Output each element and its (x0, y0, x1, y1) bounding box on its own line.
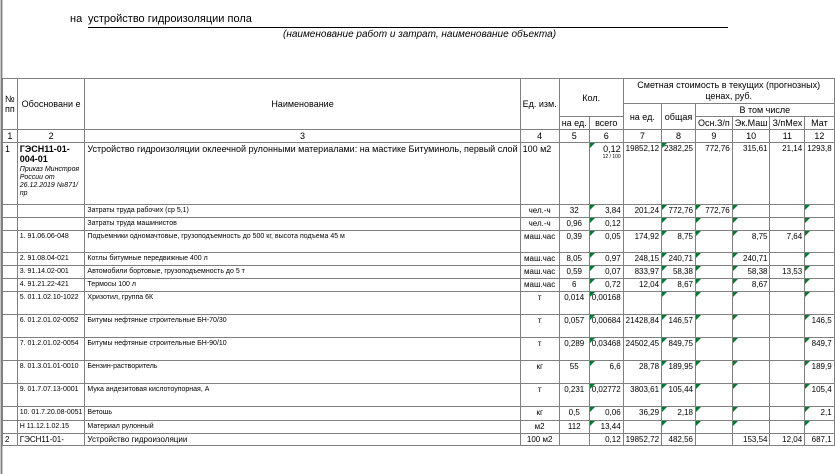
row-qty-total: 0,06 (589, 407, 623, 421)
table-row (3, 253, 835, 266)
col-header-qty: Кол. (559, 79, 623, 117)
estimate-table (2, 78, 835, 446)
col-header-basis: Обосновани е (17, 79, 85, 130)
row-osn-zp: 772,76 (695, 205, 732, 218)
row-qty-per: 0,39 (559, 231, 589, 253)
table-row (3, 338, 835, 361)
row-qty-total: 0,72 (589, 279, 623, 292)
table-row (3, 361, 835, 384)
row-zp-mekh (770, 292, 805, 315)
item-ek-mash: 315,61 (732, 143, 770, 205)
row-ek-mash: 8,75 (732, 231, 770, 253)
row-cost-total: 8,75 (662, 231, 696, 253)
row-cost-total: 105,44 (662, 384, 696, 407)
item-mat: 1293,8 (805, 143, 834, 205)
item-number: 1 (3, 143, 18, 205)
col-header-osn-zp: Осн.З/п (695, 117, 732, 130)
row-mat (805, 205, 834, 218)
row-cost-per: 248,15 (623, 253, 661, 266)
row-osn-zp (695, 338, 732, 361)
row-qty-per: 0,289 (559, 338, 589, 361)
row-qty-total: 0,00684 (589, 315, 623, 338)
row-cost-per: 3803,61 (623, 384, 661, 407)
col-header-ek-mash: Эк.Маш (732, 117, 770, 130)
row-code: 10. 01.7.20.08-0051 (17, 407, 85, 421)
row-qty-per: 0,96 (559, 218, 589, 231)
row-npp (3, 205, 18, 218)
row-qty-per: 0,057 (559, 315, 589, 338)
row-cost-total: 189,95 (662, 361, 696, 384)
next-item-row (3, 434, 835, 446)
row-npp (3, 384, 18, 407)
row-npp (3, 292, 18, 315)
row-osn-zp (695, 384, 732, 407)
row-npp (3, 218, 18, 231)
row-unit: чел.-ч (520, 218, 559, 231)
row-code: 7. 01.2.01.02-0054 (17, 338, 85, 361)
row-zp-mekh (770, 218, 805, 231)
item-name: Устройство гидроизоляции оклеечной рулонными материалами: на мастике Битуминоль, первый слой (85, 143, 520, 205)
item-qty-total-value: 0,12 (603, 144, 621, 154)
row-mat: 2,1 (805, 407, 834, 421)
row-mat (805, 253, 834, 266)
table-row (3, 205, 835, 218)
row-name: Хризотил, группа 6К (85, 292, 520, 315)
row-ek-mash (732, 407, 770, 421)
row-zp-mekh (770, 407, 805, 421)
row-qty-total: 0,07 (589, 266, 623, 279)
row-code: 1. 91.06.06-048 (17, 231, 85, 253)
row-zp-mekh (770, 384, 805, 407)
row-cost-per: 36,29 (623, 407, 661, 421)
row-zp-mekh (770, 315, 805, 338)
col-header-name: Наименование (85, 79, 520, 130)
row-qty-per: 55 (559, 361, 589, 384)
row-qty-total: 0,05 (589, 231, 623, 253)
next-item-cost-total: 482,56 (662, 434, 696, 446)
item-qty-per (559, 143, 589, 205)
item-qty-formula: 12 / 100 (602, 154, 621, 160)
row-qty-per: 0,231 (559, 384, 589, 407)
row-cost-total: 146,57 (662, 315, 696, 338)
col-header-incl: В том числе (695, 104, 834, 117)
row-zp-mekh (770, 253, 805, 266)
row-npp (3, 253, 18, 266)
row-name: Затраты труда рабочих (ср 5,1) (85, 205, 520, 218)
row-code (17, 218, 85, 231)
row-qty-total: 0,97 (589, 253, 623, 266)
row-mat: 849,7 (805, 338, 834, 361)
col-number: 10 (732, 130, 770, 143)
column-numbers-row (3, 130, 835, 143)
row-qty-total: 6,6 (589, 361, 623, 384)
item-zp-mekh: 21,14 (770, 143, 805, 205)
table-row (3, 421, 835, 434)
header-subtitle: (наименование работ и затрат, наименование объекта) (283, 29, 557, 40)
row-cost-per (623, 218, 661, 231)
row-name: Термосы 100 л (85, 279, 520, 292)
row-cost-per: 174,92 (623, 231, 661, 253)
item-basis (17, 143, 85, 205)
row-name: Подъемники одномачтовые, грузоподъемность до 500 кг, высота подъема 45 м (85, 231, 520, 253)
next-item-unit: 100 м2 (520, 434, 559, 446)
row-cost-total (662, 292, 696, 315)
col-number: 12 (805, 130, 834, 143)
row-qty-per: 32 (559, 205, 589, 218)
row-name: Бензин-растворитель (85, 361, 520, 384)
row-cost-total: 240,71 (662, 253, 696, 266)
row-cost-total: 772,76 (662, 205, 696, 218)
row-npp (3, 266, 18, 279)
row-ek-mash: 8,67 (732, 279, 770, 292)
row-name: Котлы битумные передвижные 400 л (85, 253, 520, 266)
row-osn-zp (695, 421, 732, 434)
row-qty-per: 0,59 (559, 266, 589, 279)
table-row (3, 407, 835, 421)
row-code: 3. 91.14.02-001 (17, 266, 85, 279)
row-code: 8. 01.3.01.01-0010 (17, 361, 85, 384)
table-row (3, 266, 835, 279)
row-cost-per: 28,78 (623, 361, 661, 384)
table-row (3, 384, 835, 407)
row-ek-mash: 240,71 (732, 253, 770, 266)
row-ek-mash (732, 361, 770, 384)
next-item-cost-per: 19852,72 (623, 434, 661, 446)
row-cost-total: 849,75 (662, 338, 696, 361)
row-npp (3, 315, 18, 338)
row-cost-per: 12,04 (623, 279, 661, 292)
row-zp-mekh (770, 338, 805, 361)
item-code: ГЭСН11-01-004-01 (19, 144, 70, 164)
row-code: 4. 91.21.22-421 (17, 279, 85, 292)
next-item-code: ГЭСН11-01- (17, 434, 85, 446)
row-unit: кг (520, 361, 559, 384)
row-cost-per: 833,97 (623, 266, 661, 279)
row-name: Автомобили бортовые, грузоподъемность до 5 т (85, 266, 520, 279)
col-number: 9 (695, 130, 732, 143)
table-row (3, 292, 835, 315)
row-osn-zp (695, 279, 732, 292)
next-item-osn-zp (695, 434, 732, 446)
row-code: 2. 91.08.04-021 (17, 253, 85, 266)
row-cost-per (623, 421, 661, 434)
row-cost-per: 201,24 (623, 205, 661, 218)
col-number: 3 (85, 130, 520, 143)
row-ek-mash (732, 338, 770, 361)
row-cost-per (623, 292, 661, 315)
row-cost-per: 24502,45 (623, 338, 661, 361)
col-number: 8 (662, 130, 696, 143)
row-zp-mekh (770, 279, 805, 292)
header-prefix: на (70, 13, 83, 25)
row-osn-zp (695, 361, 732, 384)
next-item-qty-total: 0,12 (589, 434, 623, 446)
row-ek-mash (732, 218, 770, 231)
row-unit: маш.час (520, 231, 559, 253)
col-number: 2 (17, 130, 85, 143)
col-header-qty-per: на ед. (559, 117, 589, 130)
row-qty-total: 13,44 (589, 421, 623, 434)
row-mat: 105,4 (805, 384, 834, 407)
row-unit: т (520, 384, 559, 407)
row-osn-zp (695, 292, 732, 315)
next-item-ek-mash: 153,54 (732, 434, 770, 446)
row-ek-mash (732, 292, 770, 315)
row-qty-total: 0,00168 (589, 292, 623, 315)
row-mat (805, 266, 834, 279)
col-header-qty-total: всего (589, 117, 623, 130)
row-npp (3, 231, 18, 253)
row-qty-per: 0,5 (559, 407, 589, 421)
row-ek-mash (732, 205, 770, 218)
row-qty-total: 0,03468 (589, 338, 623, 361)
table-row (3, 279, 835, 292)
row-mat: 146,5 (805, 315, 834, 338)
col-number: 4 (520, 130, 559, 143)
table-row (3, 231, 835, 253)
row-ek-mash (732, 315, 770, 338)
row-name: Ветошь (85, 407, 520, 421)
row-mat (805, 231, 834, 253)
row-cost-total: 2,18 (662, 407, 696, 421)
row-qty-total: 0,02772 (589, 384, 623, 407)
col-header-unit: Ед. изм. (520, 79, 559, 130)
row-mat (805, 292, 834, 315)
row-name: Битумы нефтяные строительные БН-90/10 (85, 338, 520, 361)
row-name: Битумы нефтяные строительные БН-70/30 (85, 315, 520, 338)
row-npp (3, 421, 18, 434)
row-qty-per: 0,014 (559, 292, 589, 315)
row-ek-mash (732, 384, 770, 407)
document-header (0, 0, 739, 48)
work-name: устройство гидроизоляции пола (88, 13, 728, 28)
row-unit: т (520, 292, 559, 315)
row-qty-total: 3,84 (589, 205, 623, 218)
main-item-row (3, 143, 835, 205)
row-osn-zp (695, 231, 732, 253)
item-cost-per: 19852,12 (623, 143, 661, 205)
row-unit: кг (520, 407, 559, 421)
row-mat: 189,9 (805, 361, 834, 384)
row-ek-mash: 58,38 (732, 266, 770, 279)
row-cost-per: 21428,84 (623, 315, 661, 338)
row-npp (3, 338, 18, 361)
col-header-zp-mekh: З/пМех (770, 117, 805, 130)
row-unit: маш.час (520, 266, 559, 279)
row-npp (3, 279, 18, 292)
col-header-mat: Мат (805, 117, 834, 130)
row-mat (805, 279, 834, 292)
item-cost-total: 2382,25 (662, 143, 696, 205)
next-item-number: 2 (3, 434, 18, 446)
col-number: 11 (770, 130, 805, 143)
row-unit: т (520, 315, 559, 338)
item-qty-total (589, 143, 623, 205)
row-cost-total: 8,67 (662, 279, 696, 292)
row-zp-mekh (770, 421, 805, 434)
row-name: Мука андезитовая кислотоупорная, А (85, 384, 520, 407)
row-mat (805, 218, 834, 231)
col-number: 5 (559, 130, 589, 143)
row-code: 6. 01.2.01.02-0052 (17, 315, 85, 338)
col-number: 7 (623, 130, 661, 143)
row-qty-per: 112 (559, 421, 589, 434)
row-qty-total: 0,12 (589, 218, 623, 231)
row-qty-per: 8,05 (559, 253, 589, 266)
row-cost-total (662, 218, 696, 231)
next-item-qty-per (559, 434, 589, 446)
next-item-zp-mekh: 12,04 (770, 434, 805, 446)
row-osn-zp (695, 407, 732, 421)
row-zp-mekh (770, 205, 805, 218)
row-zp-mekh: 7,64 (770, 231, 805, 253)
col-header-cost-total: общая (662, 104, 696, 130)
row-cost-total (662, 421, 696, 434)
row-unit: маш.час (520, 279, 559, 292)
row-osn-zp (695, 218, 732, 231)
col-number: 1 (3, 130, 18, 143)
row-zp-mekh: 13,53 (770, 266, 805, 279)
row-npp (3, 361, 18, 384)
row-code (17, 205, 85, 218)
row-code: 9. 01.7.07.13-0001 (17, 384, 85, 407)
item-osn-zp: 772,76 (695, 143, 732, 205)
row-cost-total: 58,38 (662, 266, 696, 279)
row-qty-per: 6 (559, 279, 589, 292)
row-ek-mash (732, 421, 770, 434)
row-mat (805, 421, 834, 434)
col-header-cost: Сметная стоимость в текущих (прогнозных) ценах, руб. (623, 79, 834, 104)
row-code: 5. 01.1.02.10-1022 (17, 292, 85, 315)
next-item-mat: 687,1 (805, 434, 834, 446)
row-zp-mekh (770, 361, 805, 384)
row-osn-zp (695, 315, 732, 338)
row-unit: т (520, 338, 559, 361)
row-name: Материал рулонный (85, 421, 520, 434)
item-unit: 100 м2 (520, 143, 559, 205)
item-basis-note: Приказ Минстроя России от 26.12.2019 №871/пр (19, 166, 80, 197)
row-npp (3, 407, 18, 421)
col-number: 6 (589, 130, 623, 143)
row-name: Затраты труда машинистов (85, 218, 520, 231)
next-item-name: Устройство гидроизоляции (85, 434, 520, 446)
col-header-cost-per: на ед. (623, 104, 661, 130)
row-code: Н 11.12.1.02.15 (17, 421, 85, 434)
row-unit: м2 (520, 421, 559, 434)
table-row (3, 315, 835, 338)
table-row (3, 218, 835, 231)
row-unit: маш.час (520, 253, 559, 266)
col-header-npp: № пп (3, 79, 18, 130)
row-unit: чел.-ч (520, 205, 559, 218)
row-osn-zp (695, 253, 732, 266)
row-osn-zp (695, 266, 732, 279)
